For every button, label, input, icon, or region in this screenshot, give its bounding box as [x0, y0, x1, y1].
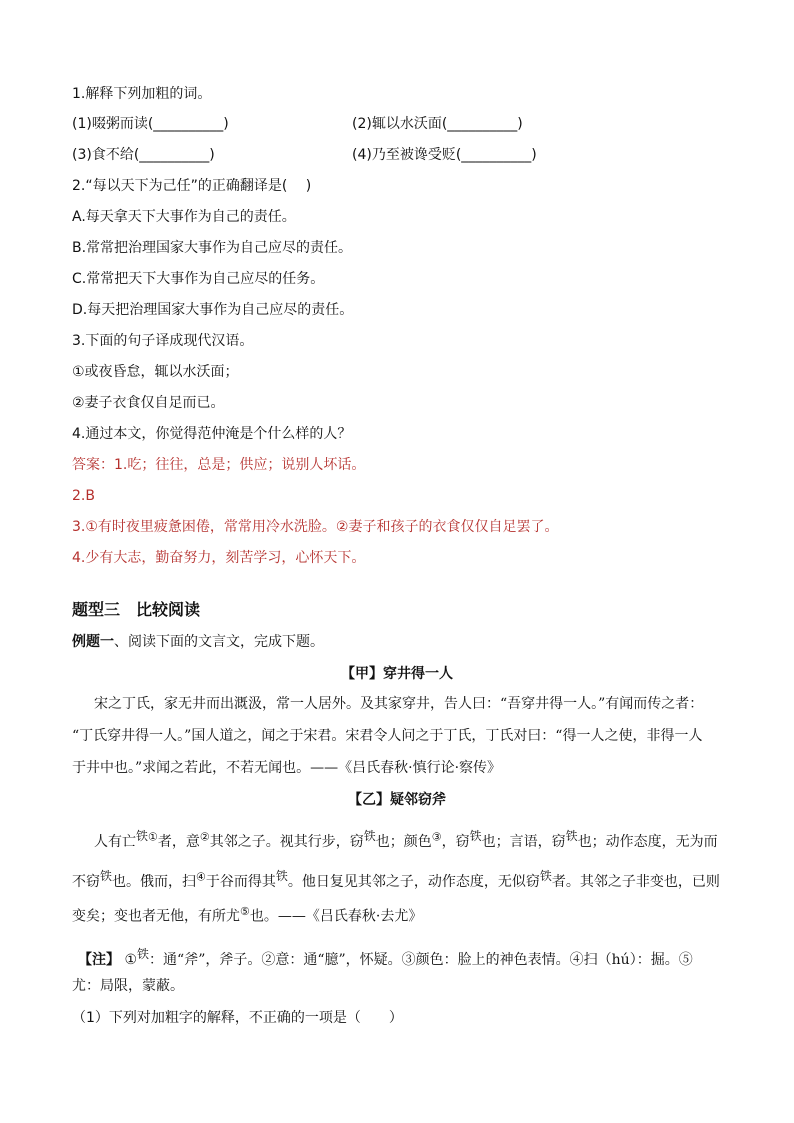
- q1-item-4: (4)乃至被谗受贬(__________): [352, 147, 537, 163]
- q4-title: 4.通过本文，你觉得范仲淹是个什么样的人？: [72, 426, 352, 442]
- answer-2: 2.B: [72, 488, 95, 504]
- fu-character: 铁: [363, 829, 376, 843]
- passage-b-line-2: [72, 866, 720, 892]
- q-last-title: （1）下列对加粗字的解释，不正确的一项是（ ）: [72, 1010, 403, 1026]
- passage-b-line-1: [94, 826, 718, 852]
- text-segment: ①: [124, 952, 138, 968]
- q3-sentence-1: ①或夜昏怠，辄以水沃面；: [72, 364, 239, 380]
- example-label: 例题一: [72, 634, 114, 650]
- q2-option-b: B.常常把治理国家大事作为自己应尽的责任。: [72, 240, 353, 256]
- note-label: 【注】: [78, 952, 120, 968]
- q1-item-1: (1)啜粥而读(__________): [72, 116, 229, 132]
- text-segment: 。他日复见其邻之子，动作态度，无似窃: [287, 874, 540, 890]
- answer-3: 3.①有时夜里疲惫困倦，常常用冷水洗脸。②妻子和孩子的衣食仅仅自足罢了。: [72, 519, 559, 535]
- fu-character: 铁: [565, 829, 578, 843]
- q2-option-a: A.每天拿天下大事作为自己的责任。: [72, 209, 296, 225]
- fu-character: 铁: [275, 869, 288, 883]
- fu-character: 铁: [100, 869, 113, 883]
- fu-character: 铁: [539, 869, 552, 883]
- text-segment: 者。其邻之子非变也，已则: [551, 874, 720, 890]
- q2-option-d: D.每天把治理国家大事作为自己应尽的责任。: [72, 302, 354, 318]
- q3-sentence-2: ②妻子衣食仅自足而已。: [72, 395, 225, 411]
- note-marker-3: ③: [431, 830, 442, 844]
- passage-a-line-2: “丁氏穿井得一人。”国人道之，闻之于宋君。宋君令人问之于丁氏，丁氏对曰：“得一人之使，非得一人: [72, 728, 703, 744]
- note-line-1: [78, 944, 693, 970]
- text-segment: 也；动作态度，无为而: [577, 834, 718, 850]
- text-segment: 也；颜色: [375, 834, 432, 850]
- text-segment: 也；言语，窃: [481, 834, 566, 850]
- section-heading: 题型三 比较阅读: [72, 600, 201, 619]
- text-segment: 不窃: [72, 874, 100, 890]
- text-segment: 也。俄而，扫: [112, 874, 197, 890]
- q1-item-2: (2)辄以水沃面(__________): [352, 116, 523, 132]
- example-text: 、阅读下面的文言文，完成下题。: [114, 634, 324, 650]
- passage-a-line-1: 宋之丁氏，家无井而出溉汲，常一人居外。及其家穿井，告人曰：“吾穿井得一人。”有闻而传之者：: [94, 696, 704, 712]
- q2-option-c: C.常常把天下大事作为自己应尽的任务。: [72, 271, 325, 287]
- example-intro: [72, 632, 324, 652]
- text-segment: 变矣；变也者无他，有所尤: [72, 908, 240, 925]
- text-segment: 也。——《吕氏春秋·去尤》: [249, 908, 423, 925]
- fu-character: 铁: [137, 947, 150, 961]
- q1-title: 1.解释下列加粗的词。: [72, 86, 212, 102]
- passage-a-line-3: 于井中也。”求闻之若此，不若无闻也。——《吕氏春秋·慎行论·察传》: [72, 760, 502, 776]
- text-segment: ，窃: [441, 834, 470, 850]
- q3-title: 3.下面的句子译成现代汉语。: [72, 333, 254, 349]
- text-segment: 人有亡: [94, 834, 136, 850]
- note-marker-1: ①: [148, 830, 158, 844]
- text-segment: ：通“斧”，斧子。②意：通“臆”，怀疑。③颜色：脸上的神色表情。④扫（hú）：掘。⑤: [149, 952, 693, 968]
- fu-character: 铁: [469, 829, 482, 843]
- text-segment: 其邻之子。视其行步，窃: [209, 834, 364, 850]
- note-line-2: 尤：局限，蒙蔽。: [72, 978, 184, 994]
- q2-title: 2.“每以天下为己任”的正确翻译是( ): [72, 178, 312, 194]
- passage-b-title: 【乙】疑邻窃斧: [348, 792, 446, 808]
- answer-1: 答案：1.吃；往往，总是；供应；说别人坏话。: [72, 457, 366, 473]
- q1-item-3: (3)食不给(__________): [72, 147, 215, 163]
- note-marker-5: ⑤: [240, 905, 250, 918]
- answer-4: 4.少有大志，勤奋努力，刻苦学习，心怀天下。: [72, 550, 366, 566]
- text-segment: 者，意: [157, 834, 200, 850]
- text-segment: 于谷而得其: [205, 874, 276, 890]
- passage-a-title: 【甲】穿井得一人: [341, 666, 453, 682]
- note-marker-2: ②: [199, 830, 210, 844]
- passage-b-line-3: [72, 902, 422, 927]
- note-marker-4: ④: [196, 870, 206, 884]
- fu-character: 铁: [136, 829, 149, 843]
